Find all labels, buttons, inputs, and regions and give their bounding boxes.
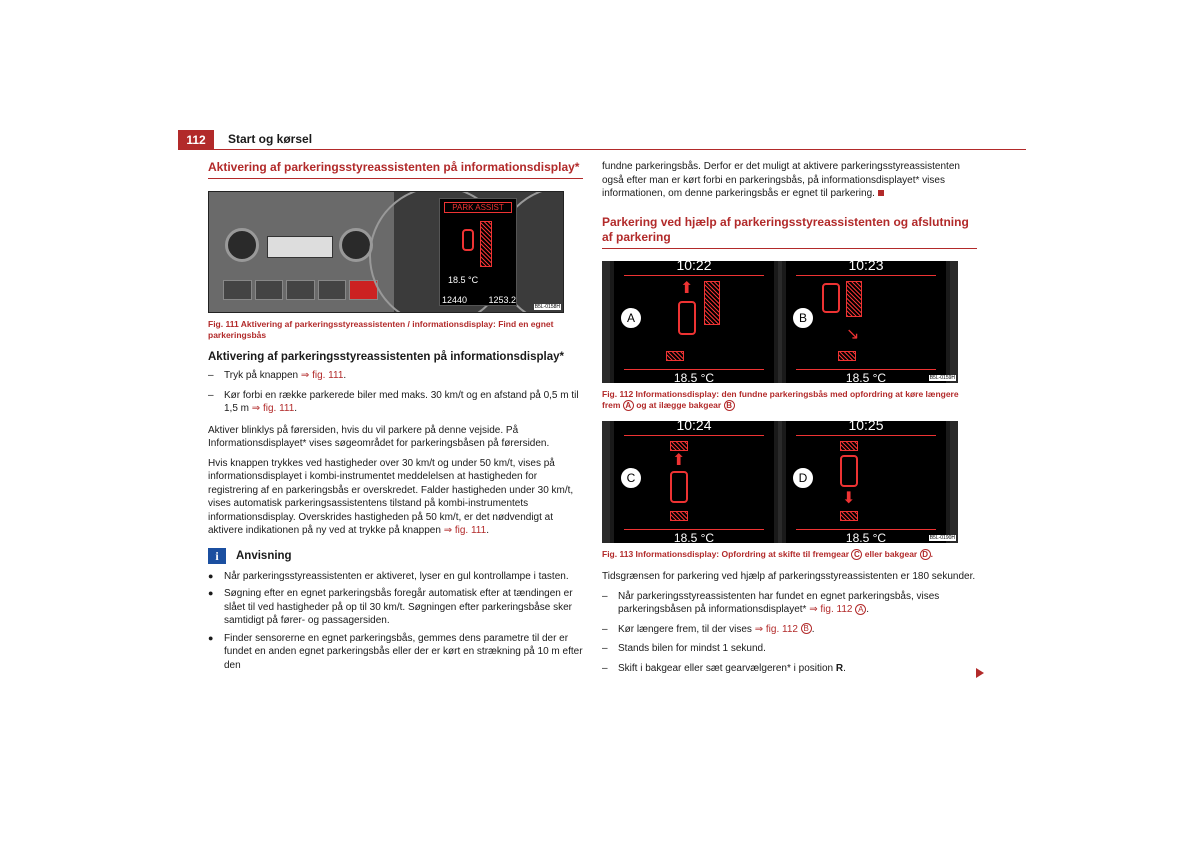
display-panel-a [610, 261, 778, 383]
odometer-km: 12440 [442, 295, 468, 305]
parking-space-icon [704, 281, 720, 325]
car-icon [670, 471, 688, 503]
paragraph: Aktiver blinklys på førersiden, hvis du vil parkere på denne vejside. På Informationsdisplayet* vises søgeområdet for parkeringsbåsen på førersiden. [208, 424, 550, 449]
console-button [318, 280, 347, 300]
info-display [439, 198, 517, 306]
step: – Når parkeringsstyreassistenten har fundet en egnet parkeringsbås, vises parkeringsbåsen på informationsdisplayet* ⇒ fig. 112 A . [602, 590, 940, 615]
figure-code: B5L-0159H [929, 374, 955, 381]
figure-link[interactable]: ⇒ fig. 111 [251, 403, 295, 414]
end-marker [878, 190, 884, 196]
figure-113 [602, 421, 958, 543]
odometer-trip: 1253.2 [488, 295, 516, 305]
sensor-icon [670, 441, 688, 451]
panel-letter: C [620, 467, 642, 489]
section-heading: Aktivering af parkeringsstyreassistenten på informationsdisplay* [208, 160, 583, 179]
sensor-icon [838, 351, 856, 361]
step: – Kør forbi en række parkerede biler med maks. 30 km/t og en afstand på 0,5 m til 1,5 m ⇒ fig. 111. [208, 389, 579, 414]
page-number: 112 [178, 130, 214, 150]
console-button [223, 280, 252, 300]
climate-knob-left [225, 228, 259, 262]
figure-link[interactable]: ⇒ fig. 111 [443, 525, 487, 536]
info-icon: i [208, 548, 226, 564]
figure-caption: Fig. 113 Informationsdisplay: Opfordring at skifte til fremgear C eller bakgear D . [602, 548, 933, 559]
console-button [286, 280, 315, 300]
arrow-up-icon: ⬆ [672, 451, 686, 469]
console-button [255, 280, 284, 300]
odometer [442, 295, 516, 305]
figure-111 [208, 191, 564, 313]
note-bullet: ● Finder sensorerne en egnet parkeringsbås, gemmes dens parametre til der er fundet en anden egnet parkeringsbås eller der er kørt en strækning på 10 m efter den [208, 632, 583, 671]
paragraph: Hvis knappen trykkes ved hastigheder over 30 km/t og under 50 km/t, vises på informationsdisplayet i kombi-instrumentet meddelelsen at hastigheden for registrering af en parkeringsbås er overskredet. Falder hastigheden under 30 km/t, vises automatisk parkeringsassistentens tilstand på kombi-instrumentets informationsdisplay. Overskrides hastigheden på 50 km/t, er det nødvendigt at aktivere indikationen på ny ved at trykke på knappen ⇒ fig. 111. [208, 457, 574, 536]
paragraph: Tidsgrænsen for parkering ved hjælp af parkeringsstyreassistenten er 180 sekunder. [602, 571, 976, 582]
display-panel-c [610, 421, 778, 543]
step: – Tryk på knappen ⇒ fig. 111. [208, 370, 347, 381]
car-icon [678, 301, 696, 335]
subheading: Aktivering af parkeringsstyreassistenten på informationsdisplay* [208, 351, 564, 363]
car-icon [840, 455, 858, 487]
clock: 10:25 [848, 420, 884, 433]
car-icon [822, 283, 840, 313]
note-title: Anvisning [236, 549, 292, 562]
climate-knob-right [339, 228, 373, 262]
panel-letter: D [792, 467, 814, 489]
right-column [602, 160, 977, 681]
temperature: 18.5 °C [448, 275, 479, 285]
figure-code: B5L-0190H [929, 534, 955, 541]
center-console [209, 192, 394, 313]
panel-letter: B [792, 307, 814, 329]
console-button-row [223, 280, 378, 300]
figure-link[interactable]: ⇒ fig. 111 [300, 370, 344, 381]
figure-112 [602, 261, 958, 383]
note-bullet: ● Søgning efter en egnet parkeringsbås foregår automatisk efter at tændingen er slået til ved hastigheder på op til 30 km/t. Søgningen efter parkeringsbåse sker samtidigt på fører- og passagersiden. [208, 588, 573, 626]
figure-code: B5L-0158H [534, 304, 560, 310]
step: – Skift i bakgear eller sæt gearvælgeren* i position R. [602, 662, 846, 674]
parking-space-icon [480, 221, 492, 267]
car-icon [462, 229, 474, 251]
temperature: 18.5 °C [845, 530, 887, 543]
arrow-curve-icon: ↘ [846, 325, 860, 343]
display-panel-b [782, 261, 950, 383]
section-heading: Parkering ved hjælp af parkeringsstyreassistenten og afslutning af parkering [602, 215, 977, 249]
figure-link[interactable]: ⇒ fig. 112 [754, 623, 798, 635]
temperature: 18.5 °C [673, 530, 715, 543]
arrow-down-icon: ⬇ [842, 489, 856, 507]
climate-display [267, 236, 333, 258]
clock: 10:22 [676, 260, 712, 273]
paragraph: fundne parkeringsbås. Derfor er det muligt at aktivere parkeringsstyreassistenten også efter man er kørt forbi en parkeringsbås, på informationsdisplayet* vises informationen, om denne parkeringsbås er egnet til parkering. [602, 161, 960, 199]
sensor-icon [670, 511, 688, 521]
next-page-arrow-icon[interactable] [976, 668, 984, 678]
clock: 10:24 [676, 420, 712, 433]
figure-link[interactable]: ⇒ fig. 112 [809, 604, 853, 615]
step: – Kør længere frem, til der vises ⇒ fig. 112 B . [602, 623, 815, 635]
panel-letter: A [620, 307, 642, 329]
arrow-up-icon: ⬆ [680, 279, 694, 297]
temperature: 18.5 °C [673, 370, 715, 383]
note-header [208, 548, 583, 564]
chapter-title: Start og kørsel [228, 132, 313, 146]
left-column [208, 160, 583, 676]
park-assist-title: PARK ASSIST [444, 202, 512, 213]
display-panel-d [782, 421, 950, 543]
note-bullet: ● Når parkeringsstyreassistenten er aktiveret, lyser en gul kontrollampe i tasten. [208, 570, 569, 582]
page-header [178, 128, 1026, 150]
sensor-icon [840, 441, 858, 451]
clock: 10:23 [848, 260, 884, 273]
sensor-icon [666, 351, 684, 361]
temperature: 18.5 °C [845, 370, 887, 383]
sensor-icon [840, 511, 858, 521]
figure-caption: Fig. 111 Aktivering af parkeringsstyreassistenten / informationsdisplay: Find en egnet parkeringsbås [208, 319, 554, 340]
figure-caption: Fig. 112 Informationsdisplay: den fundne parkeringsbås med opfordring at køre længere frem A og at ilægge bakgear B [602, 388, 959, 410]
step: – Stands bilen for mindst 1 sekund. [602, 643, 766, 654]
parking-space-icon [846, 281, 862, 317]
